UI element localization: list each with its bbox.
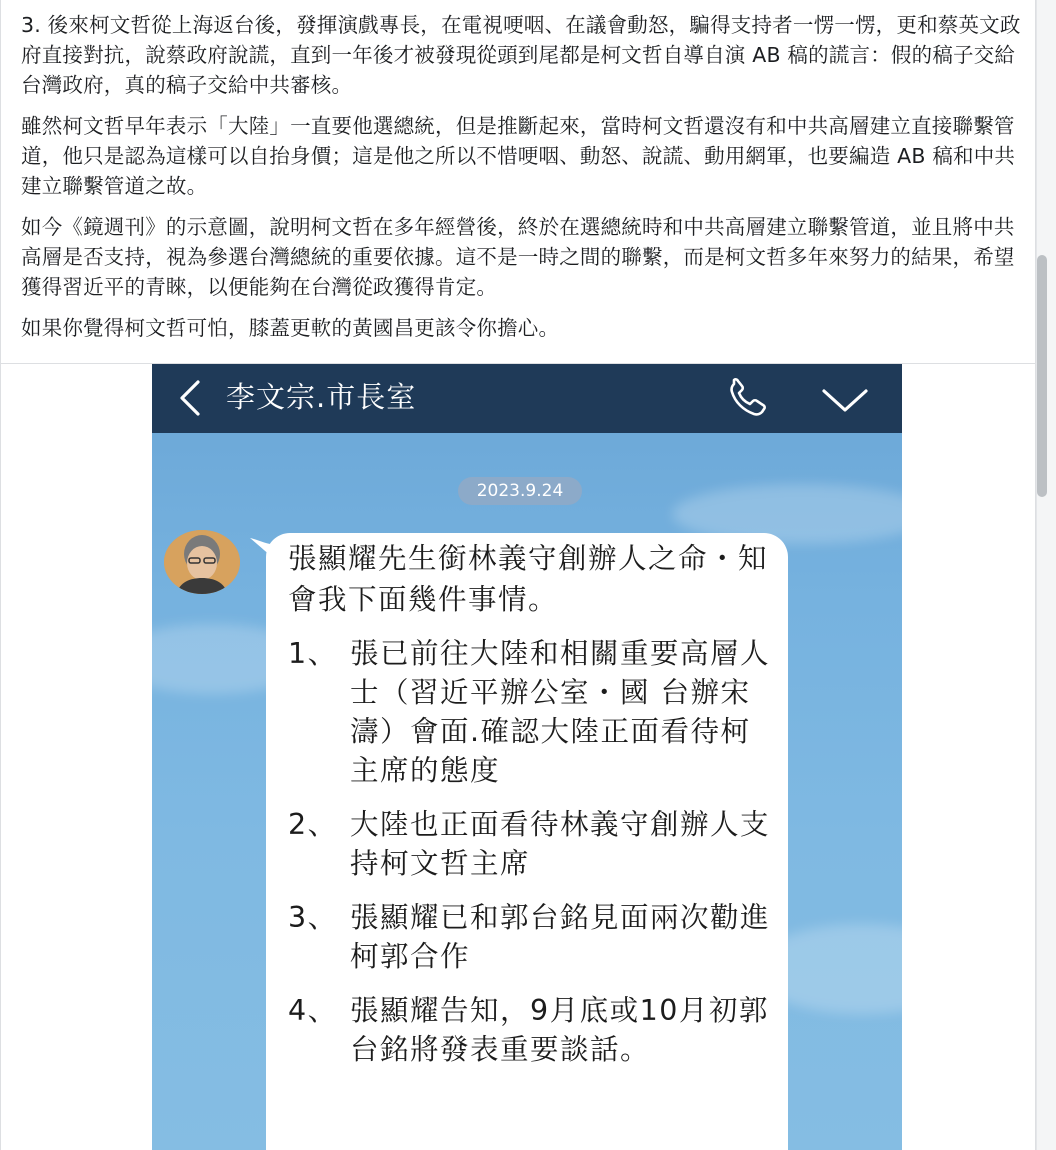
- list-item-text: 張已前往大陸和相關重要高層人士（習近平辦公室・國 台辦宋濤）會面.確認大陸正面看待柯主席的態度: [350, 637, 771, 787]
- message-list-item: [288, 898, 778, 976]
- list-item-number: 4、: [288, 994, 338, 1027]
- list-item-text: 張顯耀已和郭台銘見面兩次勸進柯郭合作: [350, 901, 771, 973]
- list-item-number: 2、: [288, 808, 338, 841]
- post-text: [21, 10, 1033, 354]
- chat-title: 李文宗.市長室: [226, 380, 417, 414]
- date-badge: 2023.9.24: [458, 477, 582, 505]
- list-item-text: 大陸也正面看待林義守創辦人支持柯文哲主席: [350, 808, 771, 880]
- phone-icon[interactable]: [726, 378, 770, 418]
- list-item-text: 張顯耀告知，9月底或10月初郭台銘將發表重要談話。: [350, 994, 769, 1066]
- post-paragraph: 如果你覺得柯文哲可怕，膝蓋更軟的黃國昌更該令你擔心。: [21, 316, 560, 340]
- message-list-item: [288, 634, 778, 790]
- message-bubble[interactable]: [266, 533, 788, 1150]
- scrollbar-thumb[interactable]: [1037, 255, 1047, 497]
- message-list-item: [288, 805, 778, 883]
- back-arrow-icon[interactable]: [172, 378, 212, 418]
- post-paragraph: 3. 後來柯文哲從上海返台後，發揮演戲專長，在電視哽咽、在議會動怒，騙得支持者一愣一愣，更和蔡英文政府直接對抗，說蔡政府說謊，直到一年後才被發現從頭到尾都是柯文哲自導自演 AB 稿的謊言：假的稿子交給台灣政府，真的稿子交給中共審核。: [21, 13, 1021, 97]
- avatar-portrait-icon: [164, 530, 240, 594]
- list-item-number: 1、: [288, 637, 338, 670]
- chat-header: [152, 364, 902, 433]
- post-image-chat-screenshot[interactable]: [152, 364, 902, 1150]
- list-item-number: 3、: [288, 901, 338, 934]
- message-intro: 張顯耀先生銜林義守創辦人之命・知會我下面幾件事情。: [288, 542, 769, 616]
- post-paragraph: 如今《鏡週刊》的示意圖，說明柯文哲在多年經營後，終於在選總統時和中共高層建立聯繫管道，並且將中共高層是否支持，視為參選台灣總統的重要依據。這不是一時之間的聯繫，而是柯文哲多年來努力的結果，希望獲得習近平的青睞，以便能夠在台灣從政獲得肯定。: [21, 215, 1015, 299]
- avatar[interactable]: [164, 530, 240, 594]
- scrollbar-track[interactable]: [1036, 0, 1056, 1150]
- chevron-down-icon[interactable]: [820, 386, 870, 414]
- post-paragraph: 雖然柯文哲早年表示「大陸」一直要他選總統，但是推斷起來，當時柯文哲還沒有和中共高層建立直接聯繫管道，他只是認為這樣可以自抬身價；這是他之所以不惜哽咽、動怒、說謊、動用網軍，也要編造 AB 稿和中共建立聯繫管道之故。: [21, 114, 1016, 198]
- message-list-item: [288, 991, 778, 1069]
